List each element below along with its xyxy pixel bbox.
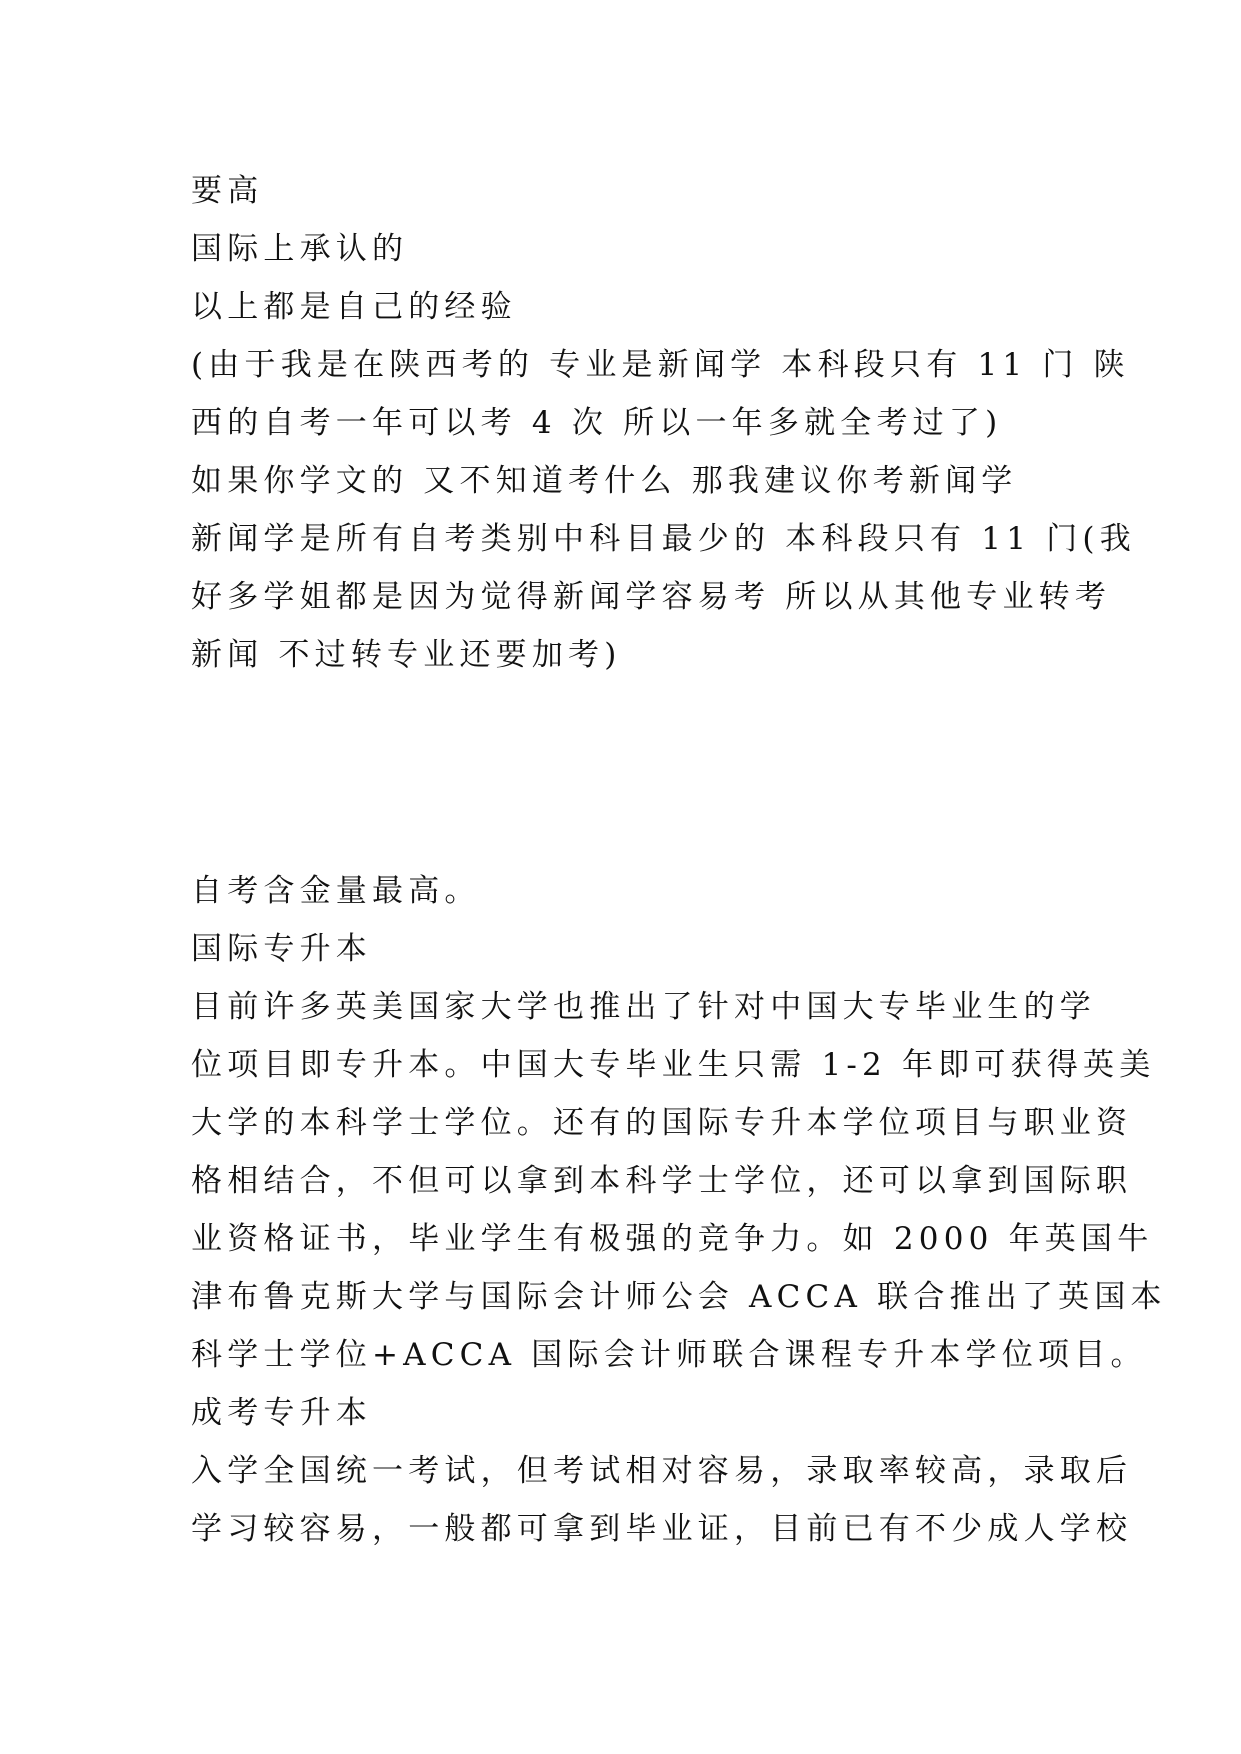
text-line: 好多学姐都是因为觉得新闻学容易考 所以从其他专业转考 [191, 579, 1112, 615]
text-line: 国际上承认的 [191, 231, 409, 267]
text-line: 学习较容易，一般都可拿到毕业证，目前已有不少成人学校 [191, 1511, 1133, 1547]
text-line: 位项目即专升本。中国大专毕业生只需 1-2 年即可获得英美 [191, 1047, 1156, 1083]
text-line: 入学全国统一考试，但考试相对容易，录取率较高，录取后 [191, 1453, 1133, 1489]
text-line: 津布鲁克斯大学与国际会计师公会 ACCA 联合推出了英国本 [191, 1279, 1167, 1315]
text-line: 如果你学文的 又不知道考什么 那我建议你考新闻学 [191, 463, 1018, 499]
text-block-upgrade-programs [191, 862, 1167, 1558]
text-line: 自考含金量最高。 [191, 873, 481, 909]
text-line: 要高 [191, 173, 264, 209]
text-line: 新闻 不过转专业还要加考) [191, 637, 622, 673]
text-line: 科学士学位+ACCA 国际会计师联合课程专升本学位项目。 [191, 1337, 1147, 1373]
text-line: 目前许多英美国家大学也推出了针对中国大专毕业生的学 [191, 989, 1096, 1025]
section-heading: 国际专升本 [191, 931, 372, 967]
text-line: 西的自考一年可以考 4 次 所以一年多就全考过了) [191, 405, 1003, 441]
text-block-self-study [191, 162, 1136, 684]
text-line: (由于我是在陕西考的 专业是新闻学 本科段只有 11 门 陕 [191, 347, 1130, 383]
text-line: 业资格证书，毕业学生有极强的竞争力。如 2000 年英国牛 [191, 1221, 1154, 1257]
text-line: 大学的本科学士学位。还有的国际专升本学位项目与职业资 [191, 1105, 1133, 1141]
text-line: 格相结合，不但可以拿到本科学士学位，还可以拿到国际职 [191, 1163, 1133, 1199]
section-heading: 成考专升本 [191, 1395, 372, 1431]
text-line: 以上都是自己的经验 [191, 289, 517, 325]
text-line: 新闻学是所有自考类别中科目最少的 本科段只有 11 门(我 [191, 521, 1136, 557]
